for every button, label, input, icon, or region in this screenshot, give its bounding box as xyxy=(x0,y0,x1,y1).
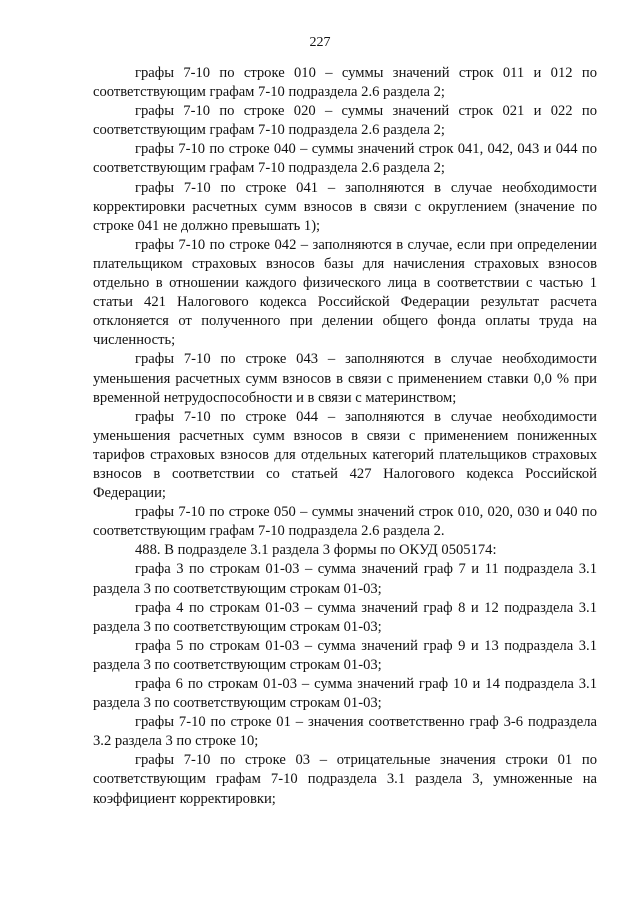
paragraph-5: графы 7-10 по строке 042 – заполняются в случае, если при определении плательщиком страховых взносов базы для начисления страховых взносов отдельно в отношении каждого физического лица в соответствии с частью 1 статьи 421 Налогового кодекса Российской Федерации результат расчета отклоняется от полученного при делении общего фонда оплаты труда на численность; xyxy=(93,236,597,349)
paragraph-11: графа 4 по строкам 01-03 – сумма значений граф 8 и 12 подраздела 3.1 раздела 3 по соответствующим строкам 01-03; xyxy=(93,599,597,635)
paragraph-9: 488. В подразделе 3.1 раздела 3 формы по ОКУД 0505174: xyxy=(135,542,497,559)
document-body xyxy=(93,64,597,809)
paragraph-7: графы 7-10 по строке 044 – заполняются в случае необходимости уменьшения расчетных сумм взносов в связи с применением пониженных тарифов страховых взносов для отдельных категорий плательщиков страховых взносов в соответствии со статьей 427 Налогового кодекса Российской Федерации; xyxy=(93,408,597,502)
paragraph-14: графы 7-10 по строке 01 – значения соответственно граф 3-6 подраздела 3.2 раздела 3 по строке 10; xyxy=(93,714,597,750)
paragraph-2: графы 7-10 по строке 020 – суммы значений строк 021 и 022 по соответствующим графам 7-10 подраздела 2.6 раздела 2; xyxy=(93,103,597,139)
paragraph-12: графа 5 по строкам 01-03 – сумма значений граф 9 и 13 подраздела 3.1 раздела 3 по соответствующим строкам 01-03; xyxy=(93,637,597,673)
paragraph-1: графы 7-10 по строке 010 – суммы значений строк 011 и 012 по соответствующим графам 7-10 подраздела 2.6 раздела 2; xyxy=(93,65,597,101)
paragraph-6: графы 7-10 по строке 043 – заполняются в случае необходимости уменьшения расчетных сумм взносов в связи с применением ставки 0,0 % при временной нетрудоспособности и в связи с материнством; xyxy=(93,351,597,406)
paragraph-10: графа 3 по строкам 01-03 – сумма значений граф 7 и 11 подраздела 3.1 раздела 3 по соответствующим строкам 01-03; xyxy=(93,561,597,597)
page-number: 227 xyxy=(309,35,331,50)
paragraph-3: графы 7-10 по строке 040 – суммы значений строк 041, 042, 043 и 044 по соответствующим графам 7-10 подраздела 2.6 раздела 2; xyxy=(93,141,597,177)
paragraph-8: графы 7-10 по строке 050 – суммы значений строк 010, 020, 030 и 040 по соответствующим графам 7-10 подраздела 2.6 раздела 2. xyxy=(93,504,597,540)
paragraph-4: графы 7-10 по строке 041 – заполняются в случае необходимости корректировки расчетных сумм взносов в связи с округлением (значение по строке 041 не должно превышать 1); xyxy=(93,179,597,234)
paragraph-15: графы 7-10 по строке 03 – отрицательные значения строки 01 по соответствующим графам 7-10 подраздела 3.1 раздела 3, умноженные на коэффициент корректировки; xyxy=(93,752,597,807)
paragraph-13: графа 6 по строкам 01-03 – сумма значений граф 10 и 14 подраздела 3.1 раздела 3 по соответствующим строкам 01-03; xyxy=(93,676,597,712)
